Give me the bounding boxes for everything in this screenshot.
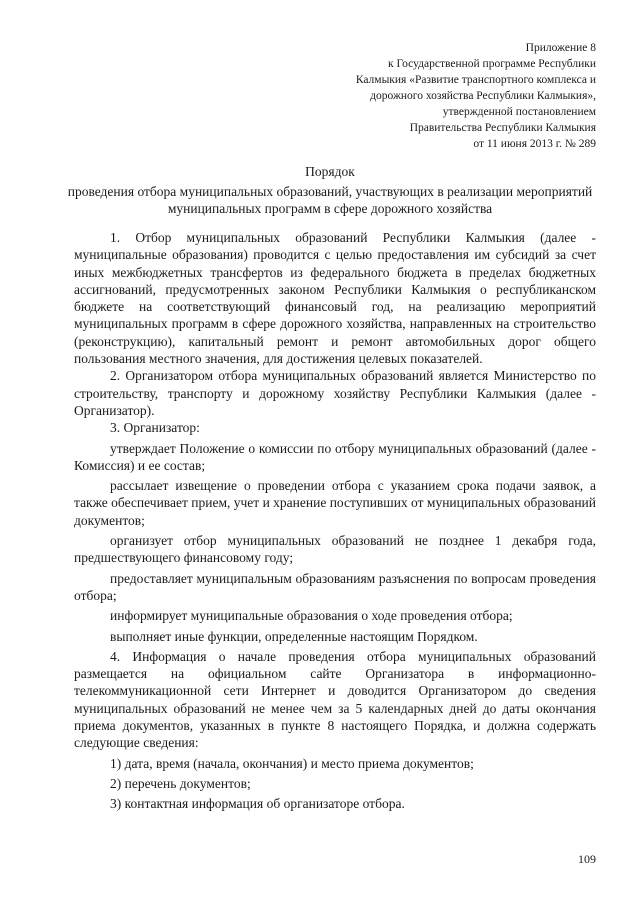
- list-item: 1) дата, время (начала, окончания) и место приема документов;: [110, 755, 474, 771]
- page-number: 109: [578, 852, 596, 866]
- header-line: Калмыкия «Развитие транспортного комплекса и: [355, 74, 596, 86]
- appendix-header: [296, 40, 596, 152]
- organizer-duty: организует отбор муниципальных образований не позднее 1 декабря года, предшествующего финансовому году;: [74, 533, 596, 566]
- paragraph-1: 1. Отбор муниципальных образований Республики Калмыкия (далее - муниципальные образования) проводится с целью предоставления им субсидий за счет иных межбюджетных трансфертов из федерального бюджета в пределах бюджетных ассигнований, предусмотренных законом Республики Калмыкия о республиканском бюджете на соответствующий финансовый год, на реализацию мероприятий муниципальных программ в сфере дорожного хозяйства, направленных на строительство (реконструкцию), капитальный ремонт и ремонт автомобильных дорог общего пользования местного значения, для достижения целевых показателей.: [74, 230, 596, 367]
- paragraph-2: 2. Организатором отбора муниципальных образований является Министерство по строительству, транспорту и дорожному хозяйству Республики Калмыкия (далее - Организатор).: [74, 368, 596, 418]
- header-line: дорожного хозяйства Республики Калмыкия»,: [370, 90, 596, 102]
- list-item: 3) контактная информация об организаторе отбора.: [110, 796, 405, 812]
- document-body: [74, 229, 596, 816]
- header-line: Приложение 8: [525, 42, 596, 54]
- title-heading: Порядок: [305, 164, 355, 179]
- title-subheading: проведения отбора муниципальных образований, участвующих в реализации мероприятий муниципальных программ в сфере дорожного хозяйства: [67, 184, 593, 216]
- header-line: к Государственной программе Республики: [388, 58, 596, 70]
- header-line: утвержденной постановлением: [442, 106, 596, 118]
- organizer-duty: утверждает Положение о комиссии по отбору муниципальных образований (далее - Комиссия) и ее состав;: [74, 440, 596, 473]
- organizer-duty: предоставляет муниципальным образованиям разъяснения по вопросам проведения отбора;: [74, 570, 596, 603]
- organizer-duty: рассылает извещение о проведении отбора с указанием срока подачи заявок, а также обеспечивает прием, учет и хранение поступивших от муниципальных образований документов;: [74, 478, 596, 528]
- paragraph-3: 3. Организатор:: [110, 420, 200, 436]
- document-title: [60, 163, 600, 217]
- list-item: 2) перечень документов;: [110, 775, 251, 791]
- header-line: Правительства Республики Калмыкия: [409, 122, 596, 134]
- paragraph-4: 4. Информация о начале проведения отбора муниципальных образований размещается на официальном сайте Организатора в информационно-телекоммуникационной сети Интернет и доводится Организатором до сведения муниципальных образований не менее чем за 5 календарных дней до даты окончания приема документов, указанных в пункте 8 настоящего Порядка, и должна содержать следующие сведения:: [74, 648, 596, 751]
- header-line: от 11 июня 2013 г. № 289: [473, 138, 596, 150]
- organizer-duty: выполняет иные функции, определенные настоящим Порядком.: [110, 628, 478, 644]
- organizer-duty: информирует муниципальные образования о ходе проведения отбора;: [110, 608, 513, 624]
